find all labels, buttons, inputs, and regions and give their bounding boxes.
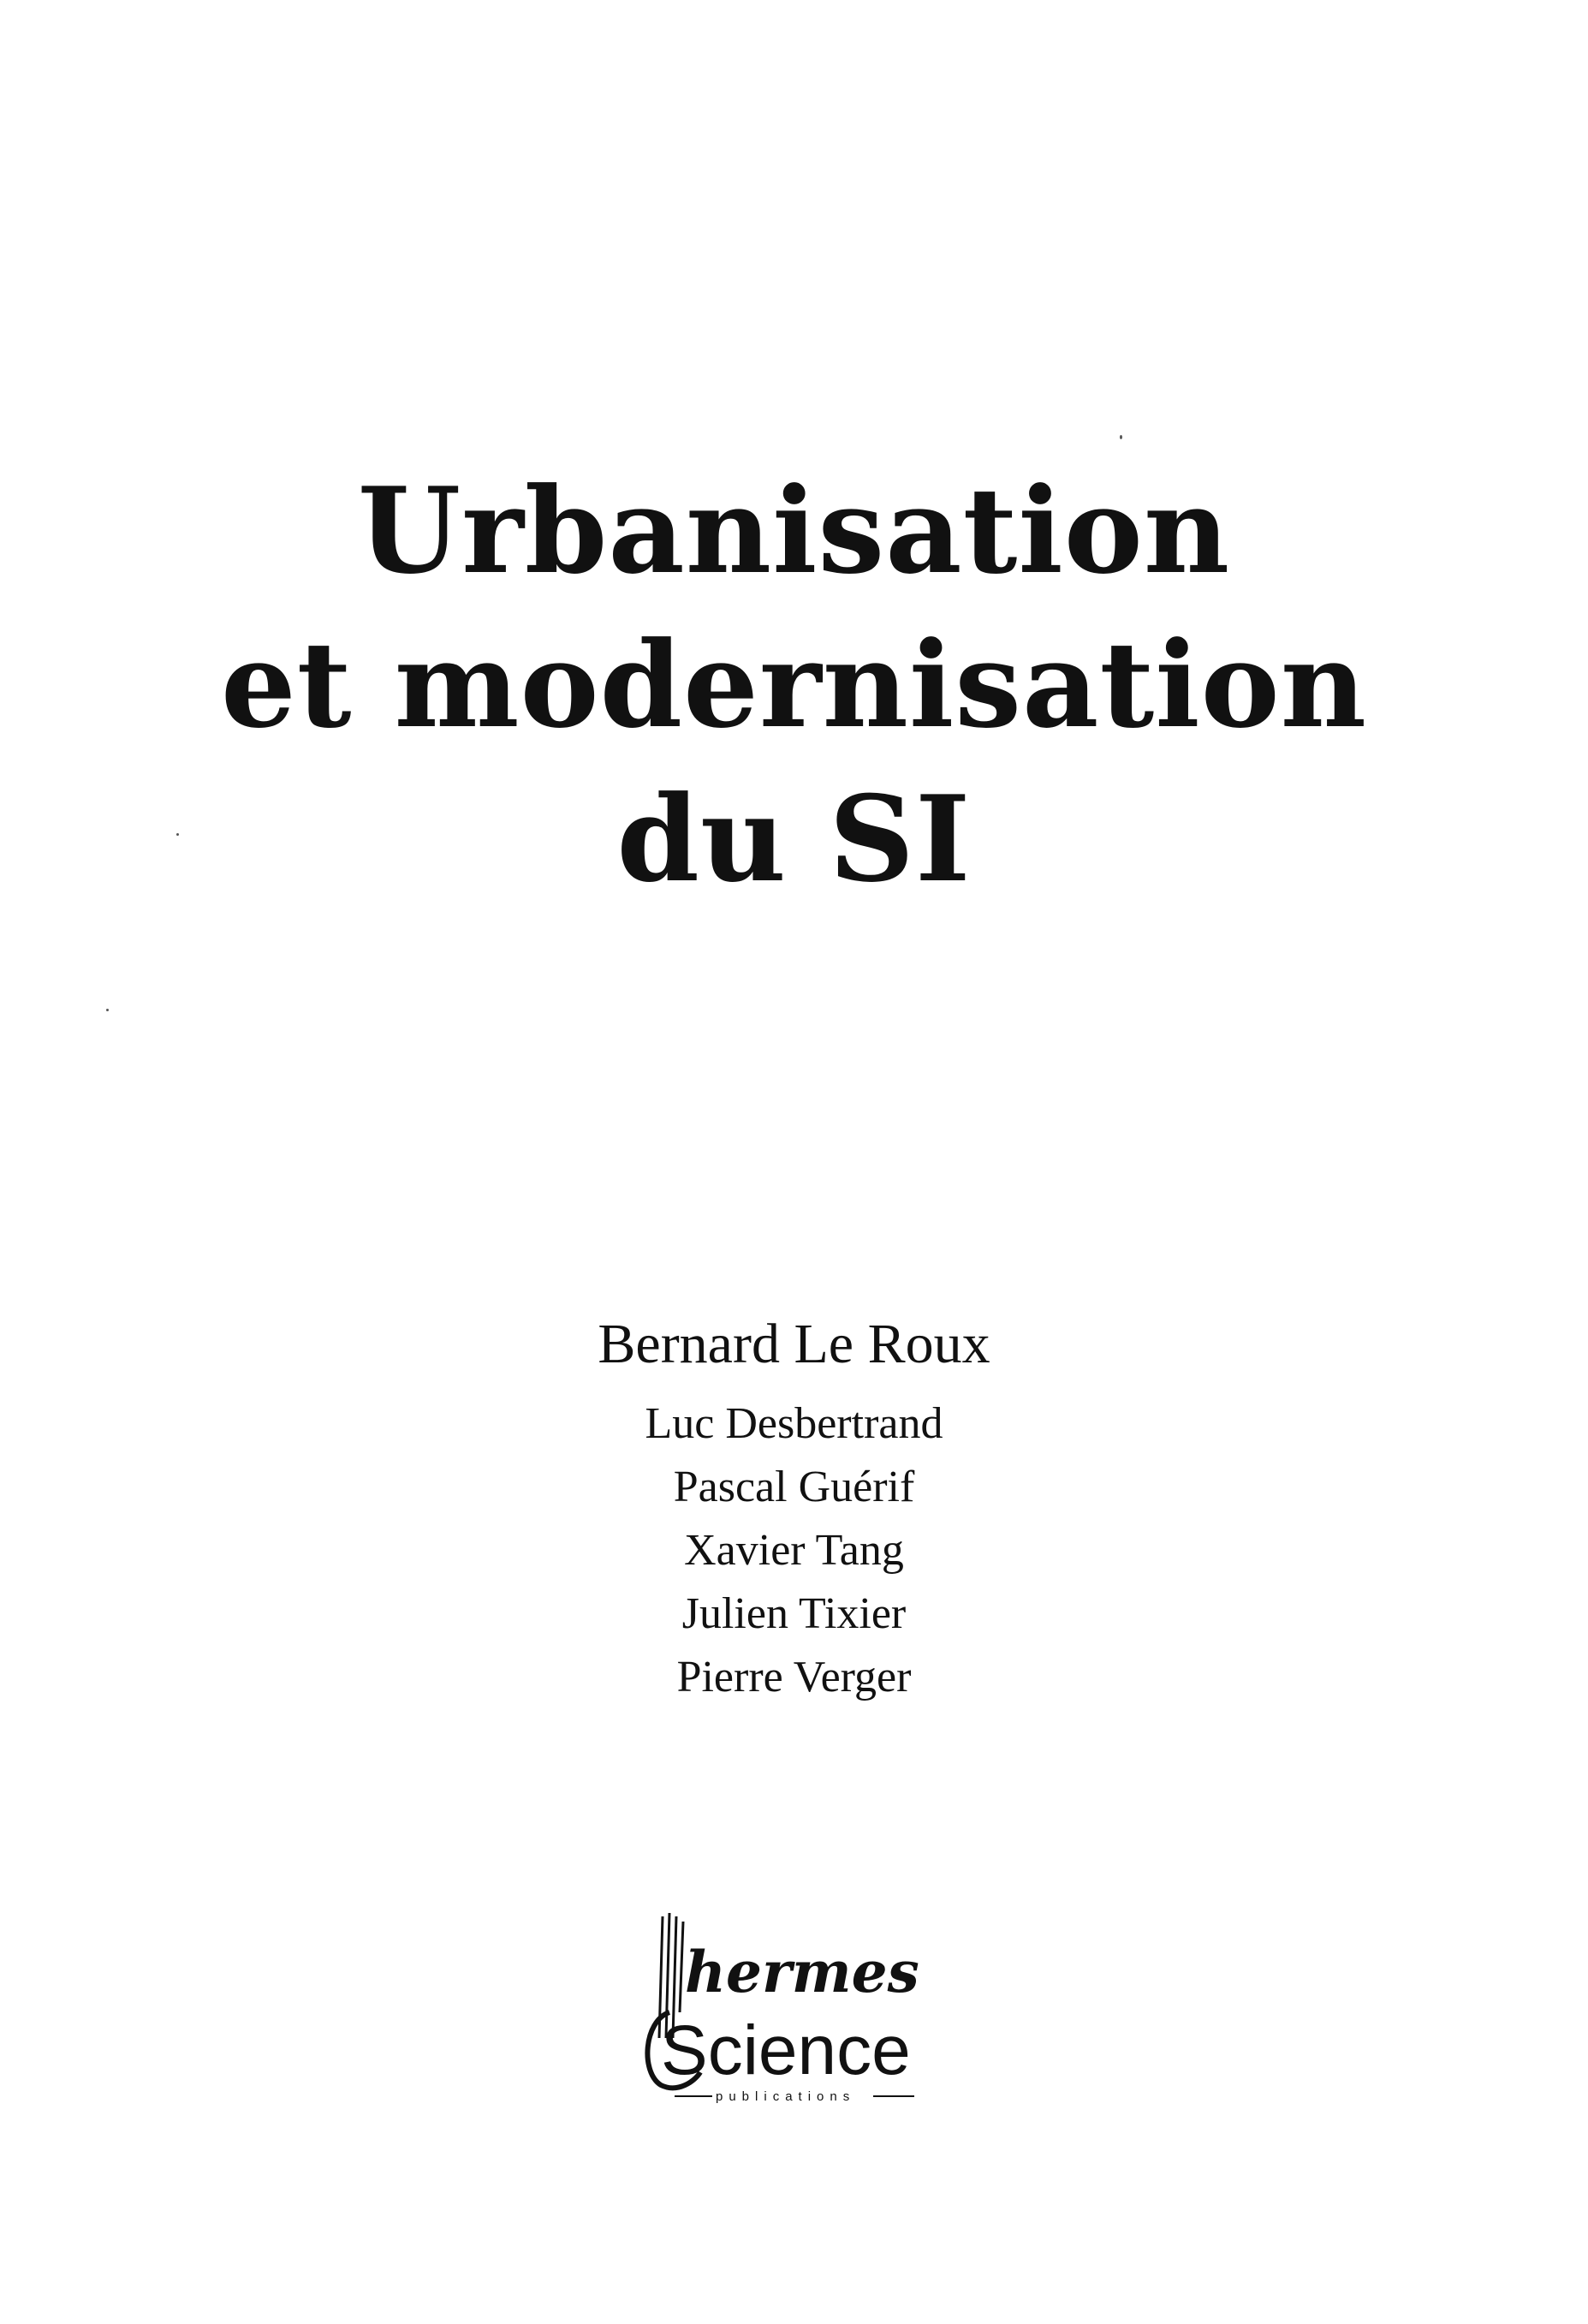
title-line-3: du SI (616, 769, 972, 909)
co-author: Julien Tixier (681, 1589, 907, 1638)
co-author: Pascal Guérif (673, 1463, 915, 1511)
co-author-list (0, 1392, 1588, 1709)
co-author: Luc Desbertrand (645, 1399, 943, 1448)
logo-word-hermes: hermes (685, 1939, 919, 2005)
title-line-1: Urbanisation (357, 461, 1231, 600)
co-author: Xavier Tang (684, 1526, 904, 1575)
lead-author: Bernard Le Roux (598, 1313, 990, 1375)
title-line-2: et modernisation (220, 615, 1368, 754)
book-title (0, 454, 1588, 916)
scan-speck (1120, 435, 1122, 439)
logo-word-publications: publications (716, 2089, 856, 2104)
scan-speck (106, 1009, 109, 1011)
co-author: Pierre Verger (676, 1653, 912, 1701)
scan-speck (176, 833, 179, 836)
logo-word-science: Science (661, 2011, 911, 2089)
hermes-science-logo (635, 1910, 935, 2106)
